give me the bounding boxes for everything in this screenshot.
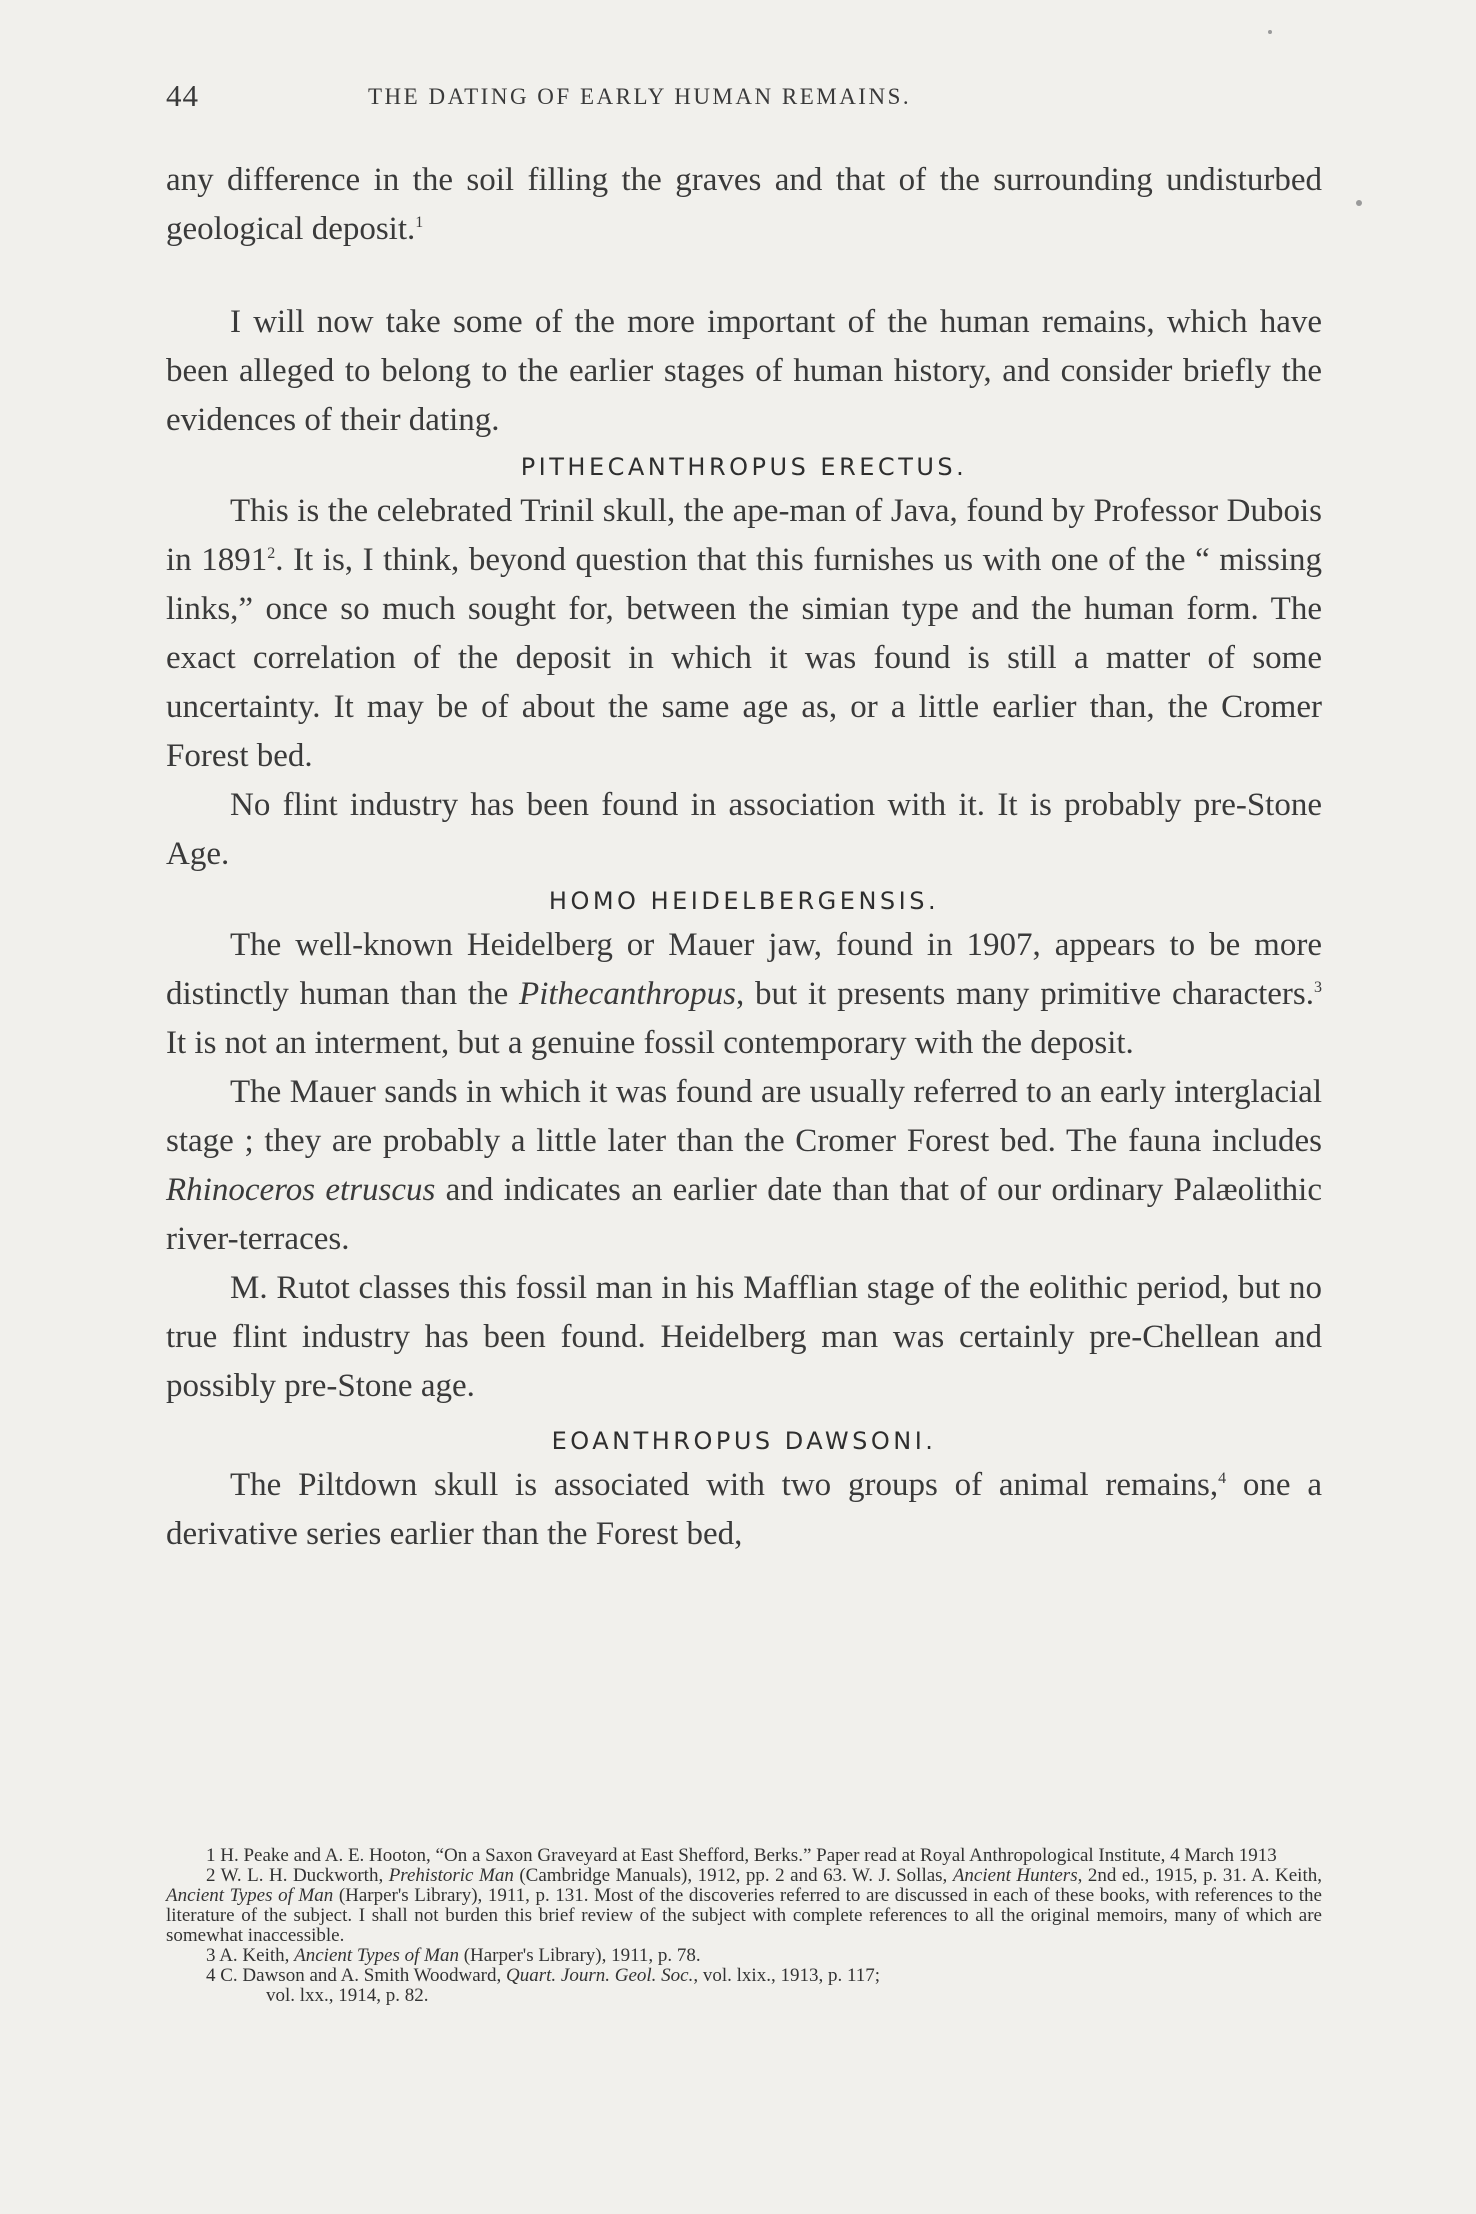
paragraph-5-italic: Pithecanthropus: [519, 976, 736, 1012]
section-heading-eoanthropus: EOANTHROPUS DAWSONI.: [551, 1427, 937, 1455]
footnote-ref-3: 3: [1314, 979, 1322, 996]
footnote-4-text-a: 4 C. Dawson and A. Smith Woodward,: [206, 1965, 507, 1986]
paragraph-6-text-b: and indicates an earlier date than that of our ordinary Palæolithic river-terraces.: [166, 1172, 1322, 1257]
paragraph-5-text-a: The well-known Heidelberg or Mauer jaw, found in 1907, appears to be more distinctly human than the: [166, 927, 1322, 1012]
paragraph-8: [166, 1461, 1322, 1559]
paragraph-4: No flint industry has been found in association with it. It is probably pre-Stone Age.: [166, 787, 1322, 872]
paragraph-3: [166, 487, 1322, 781]
section-heading-pithecanthropus: PITHECANTHROPUS ERECTUS.: [520, 453, 968, 481]
footnote-2-text-c: , 2nd ed., 1915, p. 31. A. Keith,: [1077, 1865, 1322, 1886]
footnotes: [166, 1846, 1322, 2006]
paper-speck: [1356, 200, 1362, 206]
paper-speck: [1268, 30, 1272, 34]
paragraph-5: [166, 921, 1322, 1068]
page-header: [166, 78, 1326, 118]
footnote-ref-1: 1: [415, 214, 424, 231]
footnote-4-continuation: vol. lxx., 1914, p. 82.: [266, 1985, 429, 2006]
paragraph-6-italic: Rhinoceros etruscus: [166, 1172, 436, 1208]
footnote-3-text-a: 3 A. Keith,: [206, 1945, 295, 1966]
paragraph-3-text-b: . It is, I think, beyond question that this furnishes us with one of the “ missing links,” once so much sought for, between the simian type and the human form. The exact correlation of the deposit in which it was found is still a matter of some uncertainty. It may be of about the same age as, or a little earlier than, the Cromer Forest bed.: [166, 542, 1322, 774]
body-text: [166, 156, 1322, 1559]
footnote-2-italic-3: Ancient Types of Man: [166, 1885, 334, 1906]
paragraph-2: I will now take some of the more important of the human remains, which have been alleged to belong to the earlier stages of human history, and consider briefly the evidences of their dating.: [166, 304, 1322, 438]
paragraph-8-text-b: one a derivative series earlier than the Forest bed,: [166, 1467, 1323, 1552]
footnote-2-text-a: 2 W. L. H. Duckworth,: [206, 1865, 389, 1886]
footnote-4: [166, 1966, 1322, 1986]
footnote-ref-4: 4: [1218, 1470, 1227, 1487]
paragraph-6: [166, 1068, 1322, 1264]
footnote-3-italic: Ancient Types of Man: [294, 1945, 459, 1966]
paragraph-8-text-a: The Piltdown skull is associated with two groups of animal remains,: [230, 1467, 1219, 1503]
footnote-2: [166, 1866, 1322, 1946]
section-heading-heidelbergensis: HOMO HEIDELBERGENSIS.: [548, 887, 940, 915]
paragraph-7: M. Rutot classes this fossil man in his Mafflian stage of the eolithic period, but no true flint industry has been found. Heidelberg man was certainly pre-Chellean and possibly pre-Stone age.: [166, 1270, 1322, 1404]
footnote-1: 1 H. Peake and A. E. Hooton, “On a Saxon Graveyard at East Shefford, Berks.” Paper read at Royal Anthropological Institute, 4 March 1913: [206, 1845, 1277, 1866]
page-number: 44: [166, 78, 199, 113]
footnote-3-text-b: (Harper's Library), 1911, p. 78.: [458, 1945, 701, 1966]
paragraph-1-text: any difference in the soil filling the graves and that of the surrounding undisturbed geological deposit.: [166, 162, 1322, 247]
footnote-ref-2: 2: [267, 545, 276, 562]
paragraph-1: [166, 156, 1322, 254]
footnote-2-italic-1: Prehistoric Man: [388, 1865, 514, 1886]
footnote-2-text-d: (Harper's Library), 1911, p. 131. Most of the discoveries referred to are discussed in each of these books, with references to the literature of the subject. I shall not burden this brief review of the subject with complete references to all the original memoirs, many of which are somewhat inaccessible.: [166, 1885, 1322, 1946]
footnote-4-text-b: , vol. lxix., 1913, p. 117;: [693, 1965, 881, 1986]
footnote-4-italic: Quart. Journ. Geol. Soc.: [506, 1965, 694, 1986]
footnote-3: [166, 1946, 1322, 1966]
footnote-2-italic-2: Ancient Hunters: [952, 1865, 1078, 1886]
paragraph-3-text-a: This is the celebrated Trinil skull, the ape-man of Java, found by Professor Dubois in 1891: [166, 493, 1322, 578]
paragraph-5-text-c: It is not an interment, but a genuine fossil contemporary with the deposit.: [166, 1025, 1134, 1061]
paragraph-5-text-b: , but it presents many primitive characters.: [735, 976, 1314, 1012]
paragraph-6-text-a: The Mauer sands in which it was found are usually referred to an early interglacial stage ; they are probably a little later than the Cromer Forest bed. The fauna includes: [166, 1074, 1322, 1159]
running-head: THE DATING OF EARLY HUMAN REMAINS.: [368, 84, 912, 109]
footnote-2-text-b: (Cambridge Manuals), 1912, pp. 2 and 63. W. J. Sollas,: [513, 1865, 953, 1886]
